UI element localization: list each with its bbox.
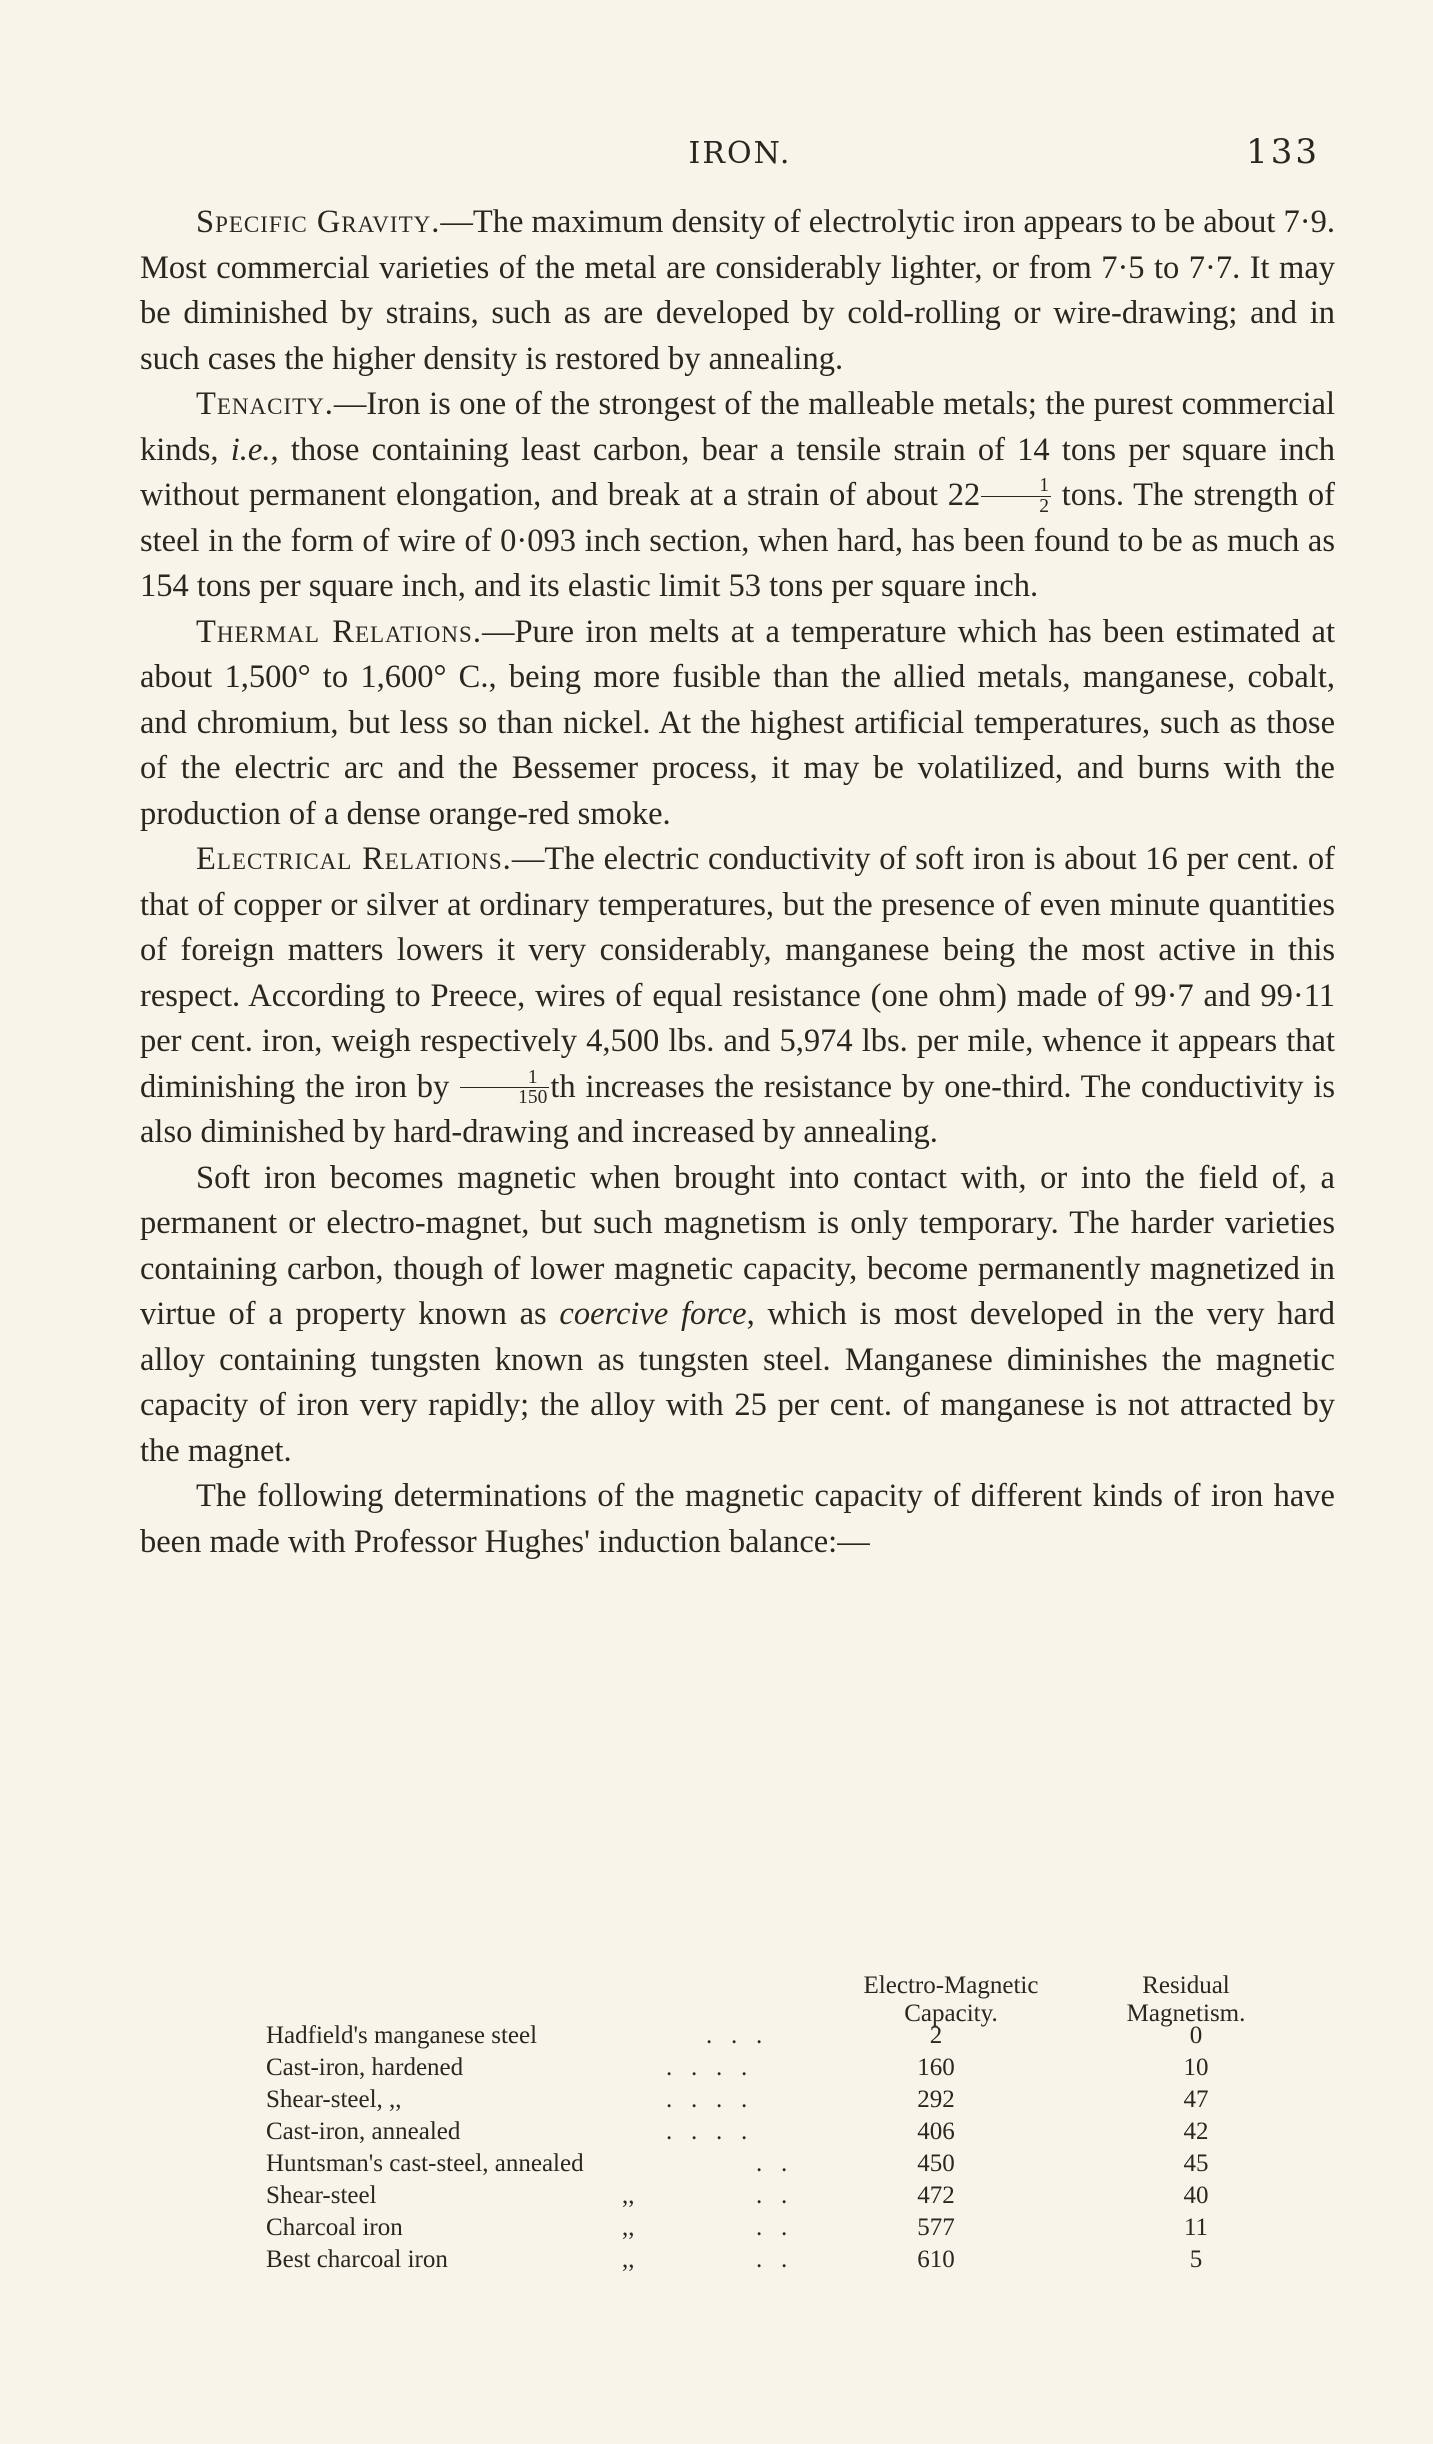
electro-magnetic-value: 610 — [917, 2246, 955, 2273]
fraction-denominator: 150 — [518, 1087, 548, 1109]
column-header-residual — [1066, 1972, 1306, 2028]
section-heading-thermal: Thermal Relations. — [196, 613, 482, 650]
column-header-line: Residual — [1142, 1972, 1230, 1999]
row-label: Shear-steel — [266, 2182, 377, 2209]
column-header-line: Capacity. — [904, 2000, 998, 2027]
table-row — [266, 2086, 1366, 2118]
residual-value: 5 — [1189, 2246, 1203, 2273]
electro-magnetic-value: 577 — [917, 2214, 955, 2241]
table-row — [266, 2182, 1366, 2214]
paragraph-determinations — [140, 1474, 1335, 1565]
table-row — [266, 2022, 1366, 2054]
italic-coercive-force: coercive force — [559, 1296, 747, 1332]
italic-ie: i.e. — [230, 431, 271, 468]
fraction-numerator: 1 — [981, 476, 1051, 497]
paragraph-text: —Iron is one of the strongest of the malleable metals; the purest commercial kinds, — [140, 386, 1335, 468]
paragraph-text: , those containing least carbon, bear a tensile strain of 14 tons per square inch without permanent elongation, and break at a strain of about 22 — [140, 431, 1335, 513]
residual-value: 11 — [1183, 2214, 1209, 2241]
table-row — [266, 2246, 1366, 2278]
section-heading-electrical: Electrical Relations. — [196, 841, 512, 877]
fraction-half — [981, 476, 1051, 516]
leader-dots: . . — [756, 2214, 788, 2241]
row-label: Cast-iron, hardened — [266, 2054, 464, 2081]
paragraph-text: tons. The strength of steel in the form of wire of 0·093 inch section, when hard, has been found to be as much as 154 tons per square inch, and its elastic limit 53 tons per square inch. — [140, 477, 1335, 604]
paragraph-specific-gravity — [140, 200, 1335, 382]
table-row — [266, 2214, 1366, 2246]
paragraph-text: —The maximum density of electrolytic iron appears to be about 7·9. Most commercial varieties of the metal are considerably lighter, or from 7·5 to 7·7. It may be diminished by strains, such as are developed by cold-rolling or wire-drawing; and in such cases the higher density is restored by annealing. — [140, 204, 1336, 377]
residual-value: 42 — [1183, 2118, 1209, 2145]
leader-dots: . . — [756, 2246, 788, 2273]
paragraph-magnetic — [140, 1156, 1335, 1475]
section-heading-specific-gravity: Specific Gravity. — [196, 204, 441, 240]
row-label: Cast-iron, annealed — [266, 2118, 461, 2145]
body-text — [140, 200, 1335, 1565]
row-label: Huntsman's cast-steel, annealed — [266, 2150, 584, 2177]
fraction-one-150th — [460, 1068, 549, 1108]
ditto-mark: ,, — [622, 2246, 635, 2273]
ditto-mark: ,, — [622, 2214, 635, 2241]
paragraph-text: —The electric conductivity of soft iron is about 16 per cent. of that of copper or silver at ordinary temperatures, but the presence of even minute quantities of foreign matters lowers it very considerably, manganese being the most active in this respect. According to Preece, wires of equal resistance (one ohm) made of 99·7 and 99·11 per cent. iron, weigh respectively 4,500 lbs. and 5,974 lbs. per mile, whence it appears that diminishing the iron by — [140, 841, 1335, 1105]
electro-magnetic-value: 160 — [917, 2054, 955, 2081]
paragraph-text: The following determinations of the magnetic capacity of different kinds of iron have been made with Professor Hughes' induction balance:— — [140, 1478, 1335, 1560]
residual-value: 10 — [1183, 2054, 1209, 2081]
row-label: Best charcoal iron — [266, 2246, 448, 2273]
electro-magnetic-value: 450 — [917, 2150, 955, 2177]
column-header-line: Electro-Magnetic — [863, 1972, 1039, 1999]
fraction-denominator: 2 — [1039, 495, 1049, 517]
leader-dots: . . . . — [666, 2118, 748, 2145]
paragraph-text: —Pure iron melts at a temperature which has been estimated at about 1,500° to 1,600° C., being more fusible than the allied metals, manganese, cobalt, and chromium, but less so than nickel. At the highest artificial temperatures, such as those of the electric arc and the Bessemer process, it may be volatilized, and burns with the production of a dense orange-red smoke. — [140, 613, 1335, 832]
electro-magnetic-value: 472 — [917, 2182, 955, 2209]
residual-value: 0 — [1189, 2022, 1203, 2049]
residual-value: 45 — [1183, 2150, 1209, 2177]
paragraph-text: Soft iron becomes magnetic when brought into contact with, or into the field of, a permanent or electro-magnet, but such magnetism is only temporary. The harder varieties containing carbon, though of lower magnetic capacity, become permanently magnetized in virtue of a property known as — [140, 1159, 1335, 1332]
page-number: 133 — [1246, 132, 1320, 172]
paragraph-text: , which is most developed in the very hard alloy containing tungsten known as tungsten steel. Manganese diminishes the magnetic capacity of iron very rapidly; the alloy with 25 per cent. of manganese is not attracted by the magnet. — [140, 1296, 1336, 1469]
table-row — [266, 2054, 1366, 2086]
column-header-line: Magnetism. — [1126, 2000, 1246, 2027]
table-row — [266, 2118, 1366, 2150]
table-row — [266, 2150, 1366, 2182]
electro-magnetic-value: 292 — [917, 2086, 955, 2113]
fraction-numerator: 1 — [460, 1068, 549, 1089]
section-heading-tenacity: Tenacity. — [196, 386, 334, 422]
paragraph-text: th increases the resistance by one-third. The conductivity is also diminished by hard-drawing and increased by annealing. — [140, 1068, 1335, 1150]
leader-dots: . . — [756, 2182, 788, 2209]
row-label: Shear-steel, ,, — [266, 2086, 402, 2113]
page-header — [140, 132, 1340, 182]
residual-value: 40 — [1183, 2182, 1209, 2209]
residual-value: 47 — [1183, 2086, 1209, 2113]
leader-dots: . . . — [706, 2022, 763, 2049]
leader-dots: . . . . — [666, 2054, 748, 2081]
row-label: Hadfield's manganese steel — [266, 2022, 538, 2049]
column-header-electro-magnetic — [831, 1972, 1071, 2028]
paragraph-tenacity — [140, 382, 1335, 610]
leader-dots: . . . . — [666, 2086, 748, 2113]
leader-dots: . . — [756, 2150, 788, 2177]
running-title: IRON. — [688, 136, 792, 171]
paragraph-electrical — [140, 837, 1335, 1156]
electro-magnetic-value: 2 — [929, 2022, 943, 2049]
ditto-mark: ,, — [622, 2182, 635, 2209]
paragraph-thermal — [140, 610, 1335, 838]
row-label: Charcoal iron — [266, 2214, 403, 2241]
electro-magnetic-value: 406 — [917, 2118, 955, 2145]
